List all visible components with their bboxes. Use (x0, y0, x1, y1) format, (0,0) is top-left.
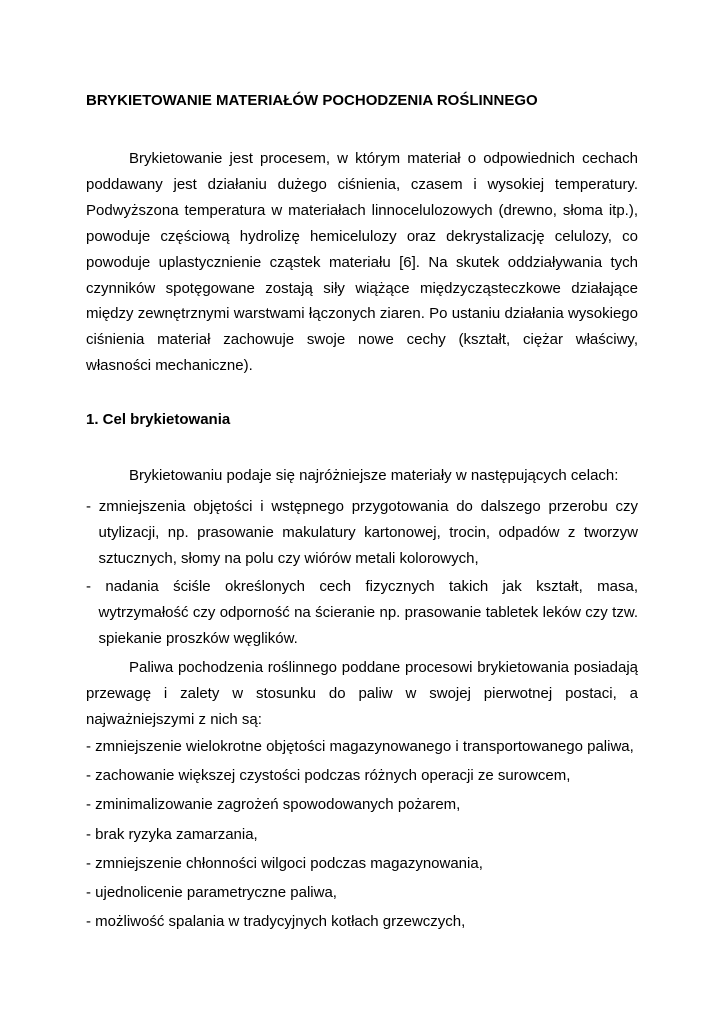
advantages-list (86, 734, 646, 938)
list-item: - zmniejszenia objętości i wstępnego przygotowania do dalszego przerobu czy utylizacji, np. prasowanie makulatury kartonowej, trocin, odpadów z tworzyw sztucznych, słomy na polu czy wiórów metali kolorowych, (86, 498, 638, 567)
intro-paragraph: Brykietowanie jest procesem, w którym materiał o odpowiednich cechach poddawany jest działaniu dużego ciśnienia, czasem i wysokiej temperatury. Podwyższona temperatura w materiałach linnocelulozowych (drewno, słoma itp.), powoduje częściową hydrolizę hemicelulozy oraz dekrystalizację celulozy, co powoduje uplastycznienie cząstek materiału [6]. Na skutek oddziaływania tych czynników spotęgowane zostają siły wiążące międzycząsteczkowe działające między zewnętrznymi warstwami łączonych ziaren. Po ustaniu działania wysokiego ciśnienia materiał zachowuje swoje nowe cechy (kształt, ciężar właściwy, własności mechaniczne). (86, 150, 638, 375)
section-intro-paragraph: Brykietowaniu podaje się najróżniejsze materiały w następujących celach: (129, 467, 619, 484)
list-item: - zachowanie większej czystości podczas różnych operacji ze surowcem, (86, 767, 571, 785)
list-item: - zmniejszenie wielokrotne objętości magazynowanego i transportowanego paliwa, (86, 738, 634, 755)
document-title: BRYKIETOWANIE MATERIAŁÓW POCHODZENIA ROŚLINNEGO (86, 92, 538, 109)
list-item: - ujednolicenie parametryczne paliwa, (86, 883, 337, 901)
list-item: - zmniejszenie chłonności wilgoci podczas magazynowania, (86, 854, 483, 872)
list-item: - możliwość spalania w tradycyjnych kotłach grzewczych, (86, 913, 466, 931)
section-heading: 1. Cel brykietowania (86, 411, 231, 428)
purposes-list (86, 494, 638, 653)
list-item: - nadania ściśle określonych cech fizycznych takich jak kształt, masa, wytrzymałość czy odporność na ścieranie np. prasowanie tabletek leków czy tzw. spiekanie proszków węglików. (86, 577, 638, 647)
list-item: - brak ryzyka zamarzania, (86, 825, 258, 843)
list-item: - zminimalizowanie zagrożeń spowodowanych pożarem, (86, 796, 461, 814)
fuel-paragraph: Paliwa pochodzenia roślinnego poddane procesowi brykietowania posiadają przewagę i zalety w stosunku do paliw w swojej pierwotnej postaci, a najważniejszymi z nich są: (86, 659, 638, 728)
